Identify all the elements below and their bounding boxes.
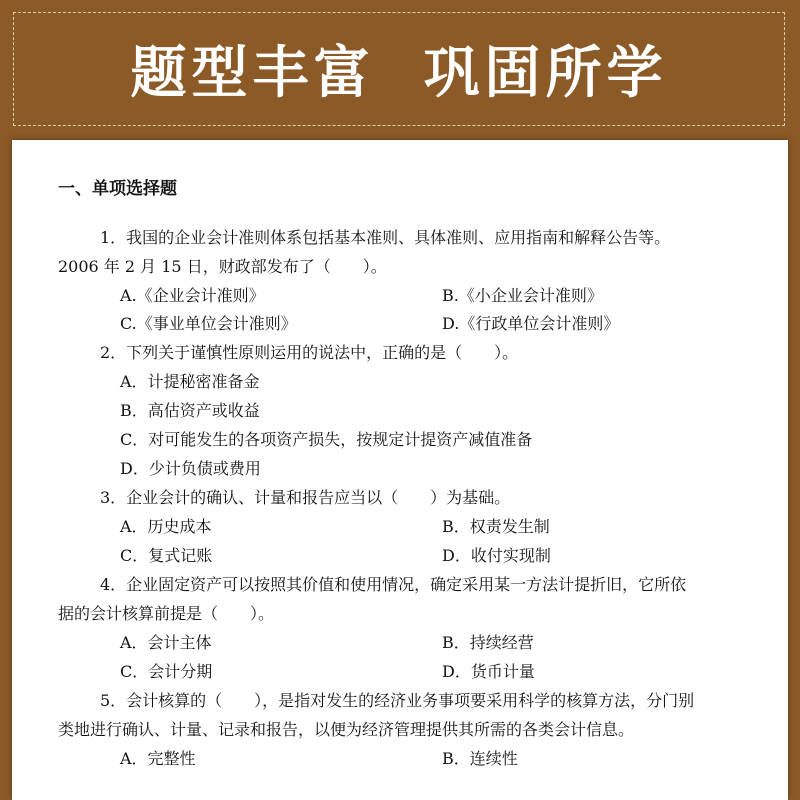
- question-1-option-a: A.《企业会计准则》: [120, 286, 265, 305]
- question-4-option-a: A．会计主体: [120, 633, 212, 652]
- question-3-option-b: B．权责发生制: [442, 517, 550, 536]
- question-5-option-a: A．完整性: [120, 749, 196, 768]
- question-3-option-a: A．历史成本: [120, 517, 212, 536]
- question-3-option-d: D．收付实现制: [442, 546, 551, 565]
- question-2-option-b: B．高估资产或收益: [120, 401, 260, 420]
- question-3-option-c: C．复式记账: [120, 546, 213, 565]
- question-1-option-c: C.《事业单位会计准则》: [120, 314, 297, 333]
- question-2-option-c: C．对可能发生的各项资产损失，按规定计提资产减值准备: [120, 430, 533, 449]
- question-4-option-c: C．会计分期: [120, 662, 213, 681]
- question-5-option-b: B．连续性: [442, 749, 518, 768]
- banner-title: 题型丰富 巩固所学: [130, 41, 668, 106]
- section-title: 一、单项选择题: [58, 179, 177, 199]
- question-1-option-d: D.《行政单位会计准则》: [442, 314, 620, 333]
- question-4-stem-line-2: 据的会计核算前提是（ ）。: [58, 604, 275, 623]
- question-4-option-d: D．货币计量: [442, 662, 535, 681]
- question-5-stem-line-2: 类地进行确认、计量、记录和报告，以便为经济管理提供其所需的各类会计信息。: [58, 720, 635, 739]
- question-1-option-b: B.《小企业会计准则》: [442, 286, 603, 305]
- question-2-option-d: D．少计负债或费用: [120, 459, 261, 478]
- question-1-stem-line-2: 2006 年 2 月 15 日，财政部发布了（ ）。: [58, 257, 387, 276]
- question-2-option-a: A．计提秘密准备金: [120, 372, 260, 391]
- question-4-stem-line-1: 4．企业固定资产可以按照其价值和使用情况，确定采用某一方法计提折旧，它所依: [100, 575, 687, 594]
- question-3-stem-line-1: 3．企业会计的确认、计量和报告应当以（ ）为基础。: [100, 488, 511, 507]
- question-5-stem-line-1: 5．会计核算的（ ），是指对发生的经济业务事项要采用科学的核算方法，分门别: [100, 691, 695, 710]
- question-4-option-b: B．持续经营: [442, 633, 534, 652]
- banner: [13, 12, 785, 126]
- question-2-stem-line-1: 2．下列关于谨慎性原则运用的说法中，正确的是（ ）。: [100, 343, 519, 362]
- question-page: [12, 140, 788, 800]
- question-1-stem-line-1: 1．我国的企业会计准则体系包括基本准则、具体准则、应用指南和解释公告等。: [100, 228, 671, 247]
